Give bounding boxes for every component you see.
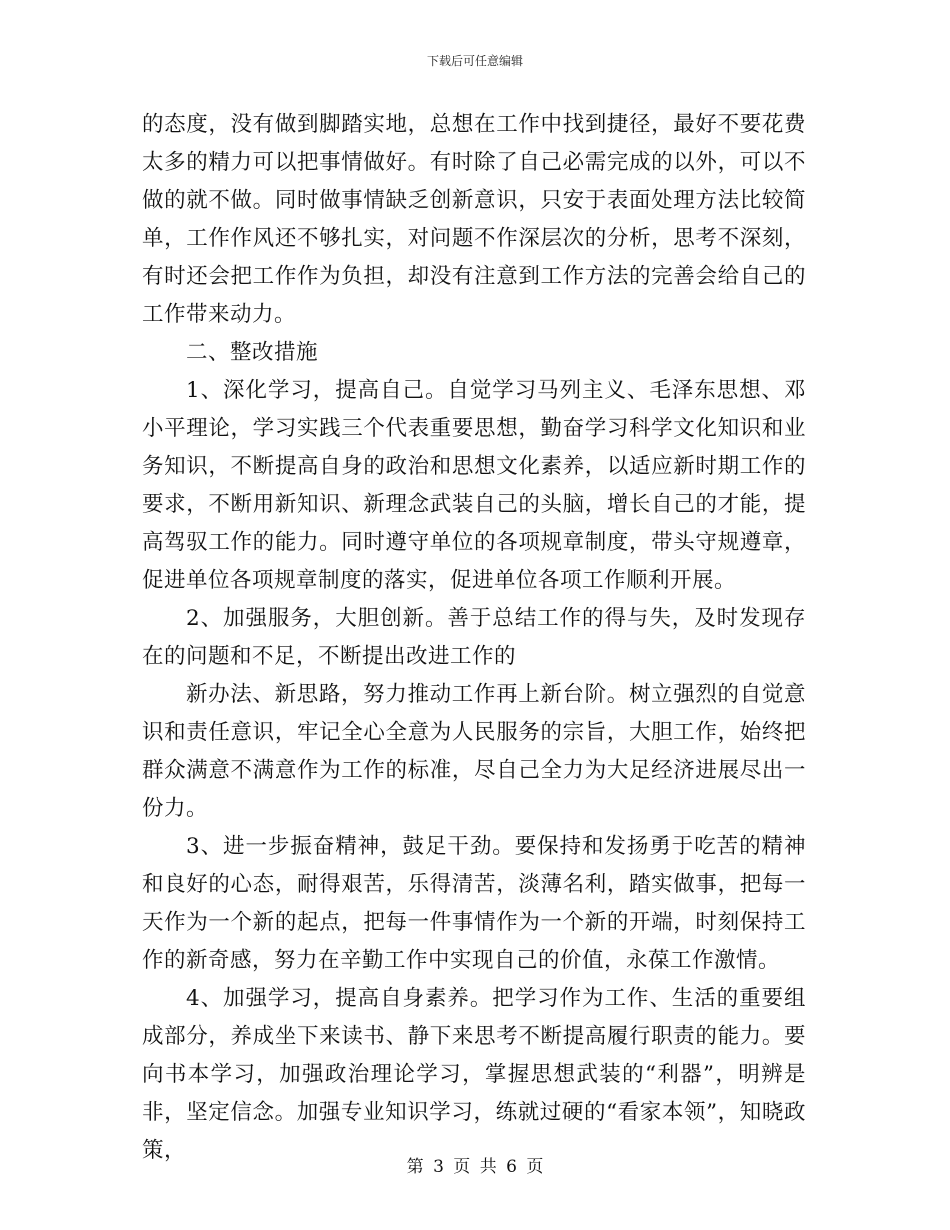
paragraph-continuation: 的态度，没有做到脚踏实地，总想在工作中找到捷径，最好不要花费太多的精力可以把事情做好。有时除了自己必需完成的以外，可以不做的就不做。同时做事情缺乏创新意识，只安于表面处理方法比较简单，工作作风还不够扎实，对问题不作深层次的分析，思考不深刻，有时还会把工作作为负担，却没有注意到工作方法的完善会给自己的工作带来动力。 <box>142 112 806 327</box>
paragraph-measure-2: 2、加强服务，大胆创新。善于总结工作的得与失，及时发现存在的问题和不足，不断提出改进工作的 <box>142 606 806 669</box>
paragraph-measure-1: 1、深化学习，提高自己。自觉学习马列主义、毛泽东思想、邓小平理论，学习实践三个代表重要思想，勤奋学习科学文化知识和业务知识，不断提高自身的政治和思想文化素养，以适应新时期工作的要求，不断用新知识、新理念武装自己的头脑，增长自己的才能，提高驾驭工作的能力。同时遵守单位的各项规章制度，带头守规遵章，促进单位各项规章制度的落实，促进单位各项工作顺利开展。 <box>142 378 806 593</box>
page-header: 下载后可任意编辑 <box>426 54 523 68</box>
paragraph-measure-2-continued: 新办法、新思路，努力推动工作再上新台阶。树立强烈的自觉意识和责任意识，牢记全心全意为人民服务的宗旨，大胆工作，始终把群众满意不满意作为工作的标准，尽自己全力为大足经济进展尽出一份力。 <box>142 682 806 821</box>
page-footer-page-number: 第 3 页 共 6 页 <box>406 1157 544 1177</box>
paragraph-measure-3: 3、进一步振奋精神，鼓足干劲。要保持和发扬勇于吃苦的精神和良好的心态，耐得艰苦，乐得清苦，淡薄名利，踏实做事，把每一天作为一个新的起点，把每一件事情作为一个新的开端，时刻保持工作的新奇感，努力在辛勤工作中实现自己的价值，永葆工作激情。 <box>142 834 806 973</box>
section-heading-rectification: 二、整改措施 <box>186 340 319 365</box>
document-body <box>142 106 806 1170</box>
paragraph-measure-4: 4、加强学习，提高自身素养。把学习作为工作、生活的重要组成部分，养成坐下来读书、静下来思考不断提高履行职责的能力。要向书本学习，加强政治理论学习，掌握思想武装的“利器”，明辨是非，坚定信念。加强专业知识学习，练就过硬的“看家本领”，知晓政策， <box>142 986 806 1163</box>
